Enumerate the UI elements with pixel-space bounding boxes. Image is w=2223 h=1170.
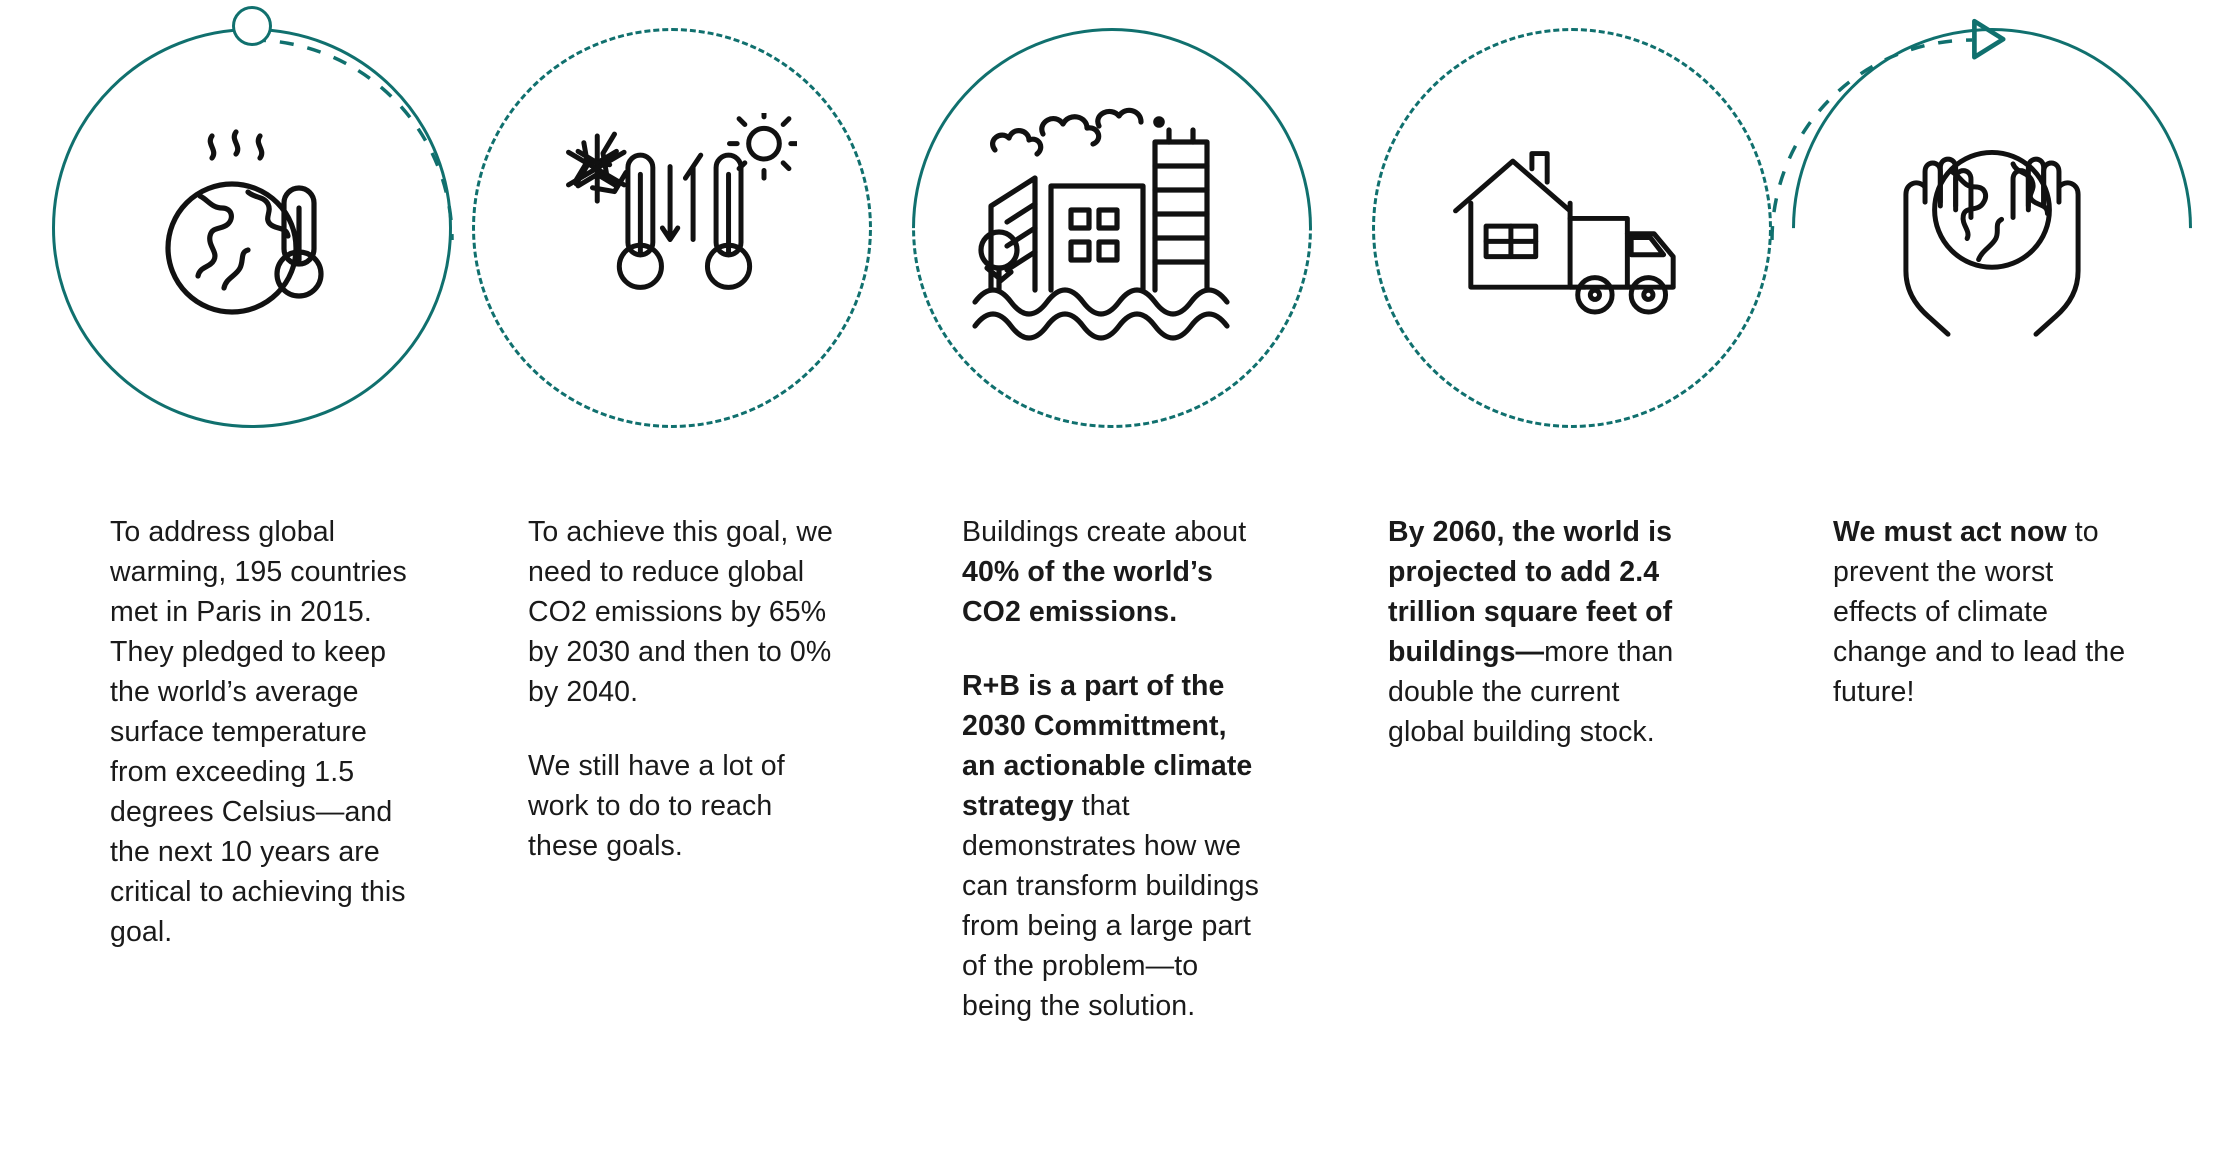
text-run: We still have a lot of work to do to reach these goals. [528, 750, 785, 862]
hands-holding-earth-icon [1792, 28, 2192, 428]
house-truck-icon [1372, 28, 1772, 428]
text-run-bold: 40% of the world’s CO2 emissions. [962, 556, 1213, 628]
paragraph [110, 512, 412, 952]
timeline-row [0, 10, 2223, 480]
column-call-to-action [1833, 512, 2138, 712]
paragraph [1833, 512, 2138, 712]
text-run-bold: R+B is a part of the 2030 Committment, an actionable climate strategy [962, 670, 1253, 822]
text-columns [0, 512, 2223, 1152]
text-run-bold: We must act now [1833, 516, 2067, 548]
paragraph [962, 512, 1262, 632]
text-run: that demonstrates how we can transform buildings from being a large part of the problem—to being the solution. [962, 790, 1259, 1022]
snowflake-sun-thermometers-icon [472, 28, 872, 428]
text-run: to prevent the worst effects of climate change and to lead the future! [1833, 516, 2126, 708]
column-buildings-emissions [962, 512, 1262, 1026]
timeline-node-4 [1372, 28, 1772, 428]
globe-thermometer-icon [52, 28, 452, 428]
text-run: Buildings create about [962, 516, 1247, 548]
text-run: more than double the current global building stock. [1388, 636, 1674, 748]
paragraph [528, 512, 838, 712]
paragraph [528, 746, 838, 866]
column-building-growth [1388, 512, 1693, 752]
timeline-node-1 [52, 28, 452, 428]
timeline-node-5 [1792, 28, 2192, 428]
paragraph [962, 666, 1262, 1026]
timeline-node-2 [472, 28, 872, 428]
column-paris-agreement [110, 512, 412, 952]
text-run: To achieve this goal, we need to reduce global CO2 emissions by 65% by 2030 and then to 0% by 2040. [528, 516, 833, 708]
timeline-node-3 [912, 28, 1312, 428]
timeline-start-marker [232, 6, 272, 46]
city-buildings-water-icon [912, 28, 1312, 428]
text-run: To address global warming, 195 countries met in Paris in 2015. They pledged to keep the world’s average surface temperature from exceeding 1.5 degrees Celsius—and the next 10 years are critical to achieving this goal. [110, 516, 407, 948]
paragraph [1388, 512, 1693, 752]
text-run-bold: By 2060, the world is projected to add 2.4 trillion square feet of buildings— [1388, 516, 1673, 668]
timeline-end-marker [1960, 14, 2014, 68]
column-emissions-targets [528, 512, 838, 866]
